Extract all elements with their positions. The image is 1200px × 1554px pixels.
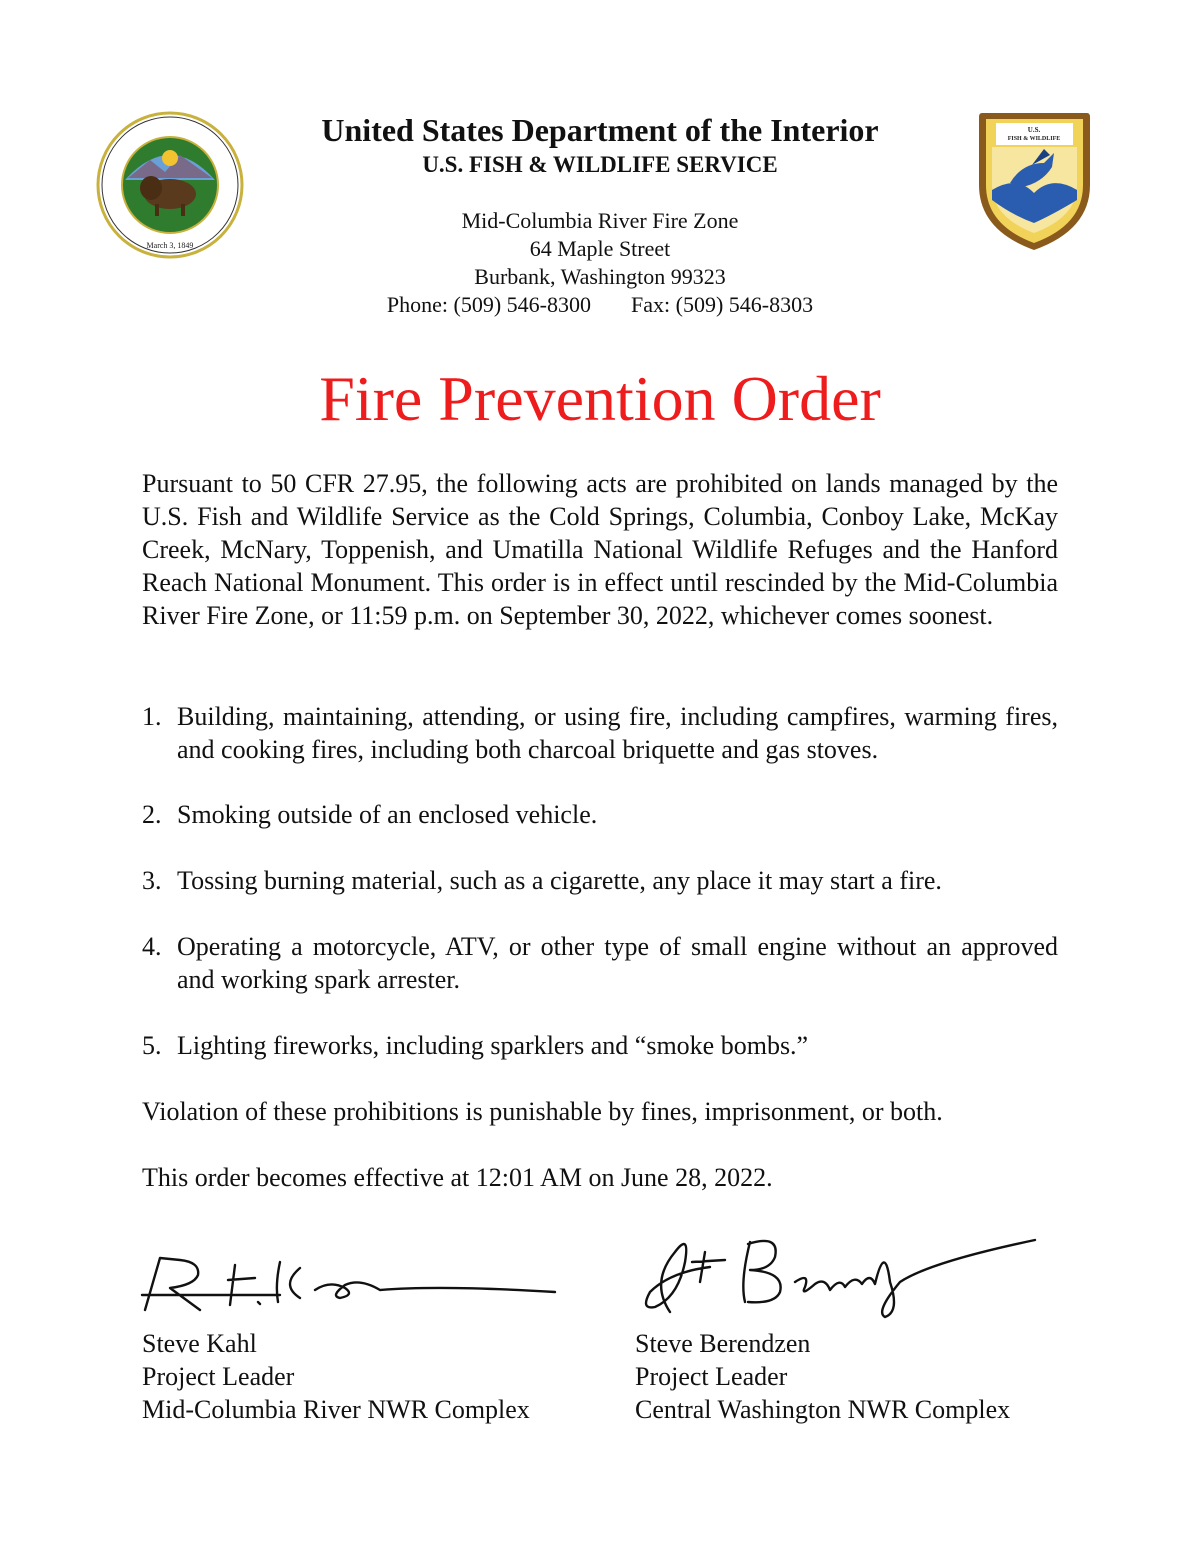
svg-text:March 3, 1849: March 3, 1849 (146, 241, 194, 250)
signer-block-left (142, 1327, 530, 1426)
item-text: Smoking outside of an enclosed vehicle. (177, 800, 598, 829)
violation-notice: Violation of these prohibitions is punishable by fines, imprisonment, or both. (142, 1097, 943, 1126)
service-name: U.S. FISH & WILDLIFE SERVICE (422, 152, 778, 177)
signer-unit: Central Washington NWR Complex (635, 1395, 1011, 1424)
signature-berendzen (630, 1222, 1040, 1322)
city-address: Burbank, Washington 99323 (474, 264, 726, 289)
item-number: 1. (142, 702, 162, 731)
fax-number: Fax: (509) 546-8303 (631, 292, 814, 317)
list-item (142, 930, 1058, 996)
page-title: Fire Prevention Order (319, 363, 881, 434)
item-number: 5. (142, 1031, 162, 1060)
item-text: Lighting fireworks, including sparklers and “smoke bombs.” (177, 1031, 809, 1060)
item-number: 2. (142, 800, 162, 829)
item-text: Building, maintaining, attending, or using fire, including campfires, warming fires, and cooking fires, including both charcoal briquette and gas stoves. (177, 702, 1058, 764)
item-text: Tossing burning material, such as a cigarette, any place it may start a fire. (177, 866, 942, 895)
item-text: Operating a motorcycle, ATV, or other type of small engine without an approved and working spark arrester. (177, 932, 1058, 994)
intro-paragraph: Pursuant to 50 CFR 27.95, the following acts are prohibited on lands managed by the U.S. Fish and Wildlife Service as the Cold Springs, Columbia, Conboy Lake, McKay Creek, McNary, Toppenish, and Umatilla National Wildlife Refuges and the Hanford Reach National Monument. This order is in effect until rescinded by the Mid-Columbia River Fire Zone, or 11:59 p.m. on September 30, 2022, whichever comes soonest. (142, 469, 1058, 630)
office-name: Mid-Columbia River Fire Zone (461, 208, 739, 233)
signer-name: Steve Berendzen (635, 1329, 811, 1358)
effective-date: This order becomes effective at 12:01 AM on June 28, 2022. (142, 1163, 773, 1192)
item-number: 3. (142, 866, 162, 895)
signer-name: Steve Kahl (142, 1329, 257, 1358)
list-item (142, 700, 1058, 766)
list-item (142, 864, 1058, 897)
signer-title: Project Leader (635, 1362, 788, 1391)
signer-title: Project Leader (142, 1362, 295, 1391)
street-address: 64 Maple Street (529, 236, 671, 261)
svg-text:U.S.: U.S. (1027, 126, 1041, 134)
department-name: United States Department of the Interior (321, 112, 879, 148)
svg-text:FISH & WILDLIFE: FISH & WILDLIFE (1007, 136, 1061, 142)
signer-block-right (635, 1327, 1010, 1426)
contact-line (0, 292, 1200, 318)
list-item (142, 1029, 1058, 1062)
signer-unit: Mid-Columbia River NWR Complex (142, 1395, 530, 1424)
item-number: 4. (142, 932, 162, 961)
signature-kahl (140, 1240, 560, 1320)
phone-number: Phone: (509) 546-8300 (386, 292, 591, 317)
list-item (142, 798, 1058, 831)
